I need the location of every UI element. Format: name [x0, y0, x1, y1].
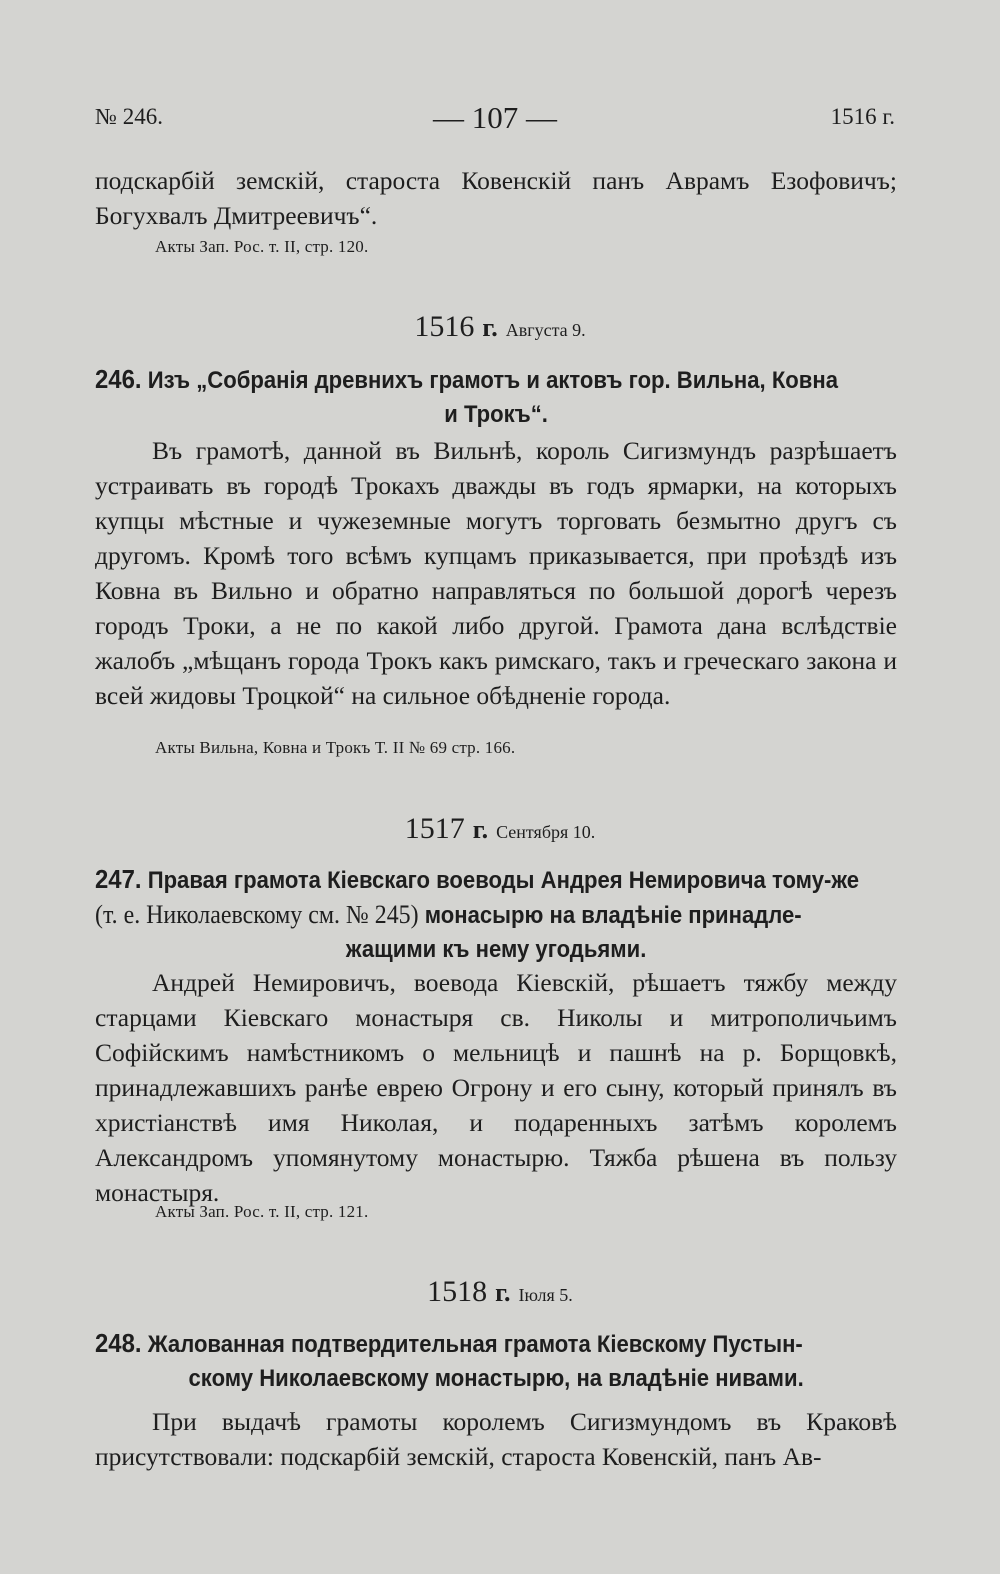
intro-paragraph: подскарбій земскій, староста Ковенскій панъ Аврамъ Езофовичъ; Богухвалъ Дмитреевичъ“. — [95, 166, 897, 230]
date-month-day: Августа 9. — [505, 320, 586, 340]
entry-248-title — [95, 1326, 897, 1396]
page-number: — 107 — — [433, 100, 557, 135]
entry-246-body: Въ грамотѣ, данной въ Вильнѣ, король Сигизмундъ разрѣшаетъ устраивать въ городѣ Трокахъ дважды въ годъ ярмарки, на которыхъ купцы мѣстные и чужеземные могутъ торговать безмытно другъ съ другомъ. Кромѣ того всѣмъ купцамъ приказывается, при проѣздѣ изъ Ковна въ Вильно и обратно направляться по большой дорогѣ черезъ городъ Троки, а не по какой либо другой. Грамота дана вслѣдствіе жалобъ „мѣщанъ города Трокъ какъ римскаго, такъ и греческаго закона и всей жидовы Троцкой“ на сильное обѣдненіе города. — [95, 436, 897, 710]
entry-246-source: Акты Вильна, Ковна и Трокъ Т. II № 69 стр. 166. — [155, 738, 516, 757]
date-year: 1517 — [404, 812, 465, 845]
entry-247-date — [0, 812, 1000, 846]
title-line-2: и Трокъ“. — [444, 401, 548, 428]
entry-248-date — [0, 1275, 1000, 1309]
entry-number: 248. — [95, 1328, 142, 1358]
date-year: 1516 — [414, 310, 475, 343]
date-g: г. — [482, 313, 498, 342]
title-line-1: Правая грамота Кіевскаго воеводы Андрея Немировича тому-же — [147, 867, 860, 894]
date-year: 1518 — [427, 1275, 488, 1308]
entry-247-source: Акты Зап. Рос. т. II, стр. 121. — [155, 1202, 369, 1221]
entry-246-title — [95, 362, 897, 432]
title-line-3: жащими къ нему угодьями. — [345, 936, 647, 963]
date-month-day: Сентября 10. — [496, 822, 596, 842]
entry-number: 247. — [95, 864, 142, 894]
date-g: г. — [472, 815, 489, 844]
entry-number: 246. — [95, 364, 142, 394]
title-line-1: Изъ „Собранія древнихъ грамотъ и актовъ гор. Вильна, Ковна — [147, 367, 838, 394]
running-header — [95, 100, 895, 144]
date-month-day: Іюля 5. — [518, 1285, 573, 1305]
date-g: г. — [495, 1278, 511, 1307]
title-line-2: скому Николаевскому монастырю, на владѣніе нивами. — [188, 1365, 804, 1392]
header-year: 1516 г. — [830, 104, 895, 129]
title-line-1: Жалованная подтвердительная грамота Кіевскому Пустын- — [147, 1331, 803, 1358]
entry-248-body: При выдачѣ грамоты королемъ Сигизмундомъ въ Краковѣ присутствовали: подскарбій земскій, староста Ковенскій, панъ Ав- — [95, 1407, 897, 1471]
entry-246-date — [0, 310, 1000, 344]
intro-source: Акты Зап. Рос. т. II, стр. 120. — [155, 237, 369, 256]
title-cross-reference: (т. е. Николаевскому см. № 245) — [95, 900, 419, 929]
entry-247-title — [95, 862, 897, 967]
header-entry-number: № 246. — [95, 104, 163, 129]
entry-247-body: Андрей Немировичъ, воевода Кіевскій, рѣшаетъ тяжбу между старцами Кіевскаго монастыря св. Николы и митрополичьимъ Софійскимъ намѣстникомъ о мельницѣ и пашнѣ на р. Борщовкѣ, принадлежавшихъ ранѣе еврею Огрону и его сыну, который принялъ въ христіанствѣ имя Николая, и подаренныхъ затѣмъ королемъ Александромъ упомянутому монастырю. Тяжба рѣшена въ пользу монастыря. — [95, 968, 897, 1207]
title-line-2: монасырю на владѣніе принадле- — [424, 902, 802, 929]
